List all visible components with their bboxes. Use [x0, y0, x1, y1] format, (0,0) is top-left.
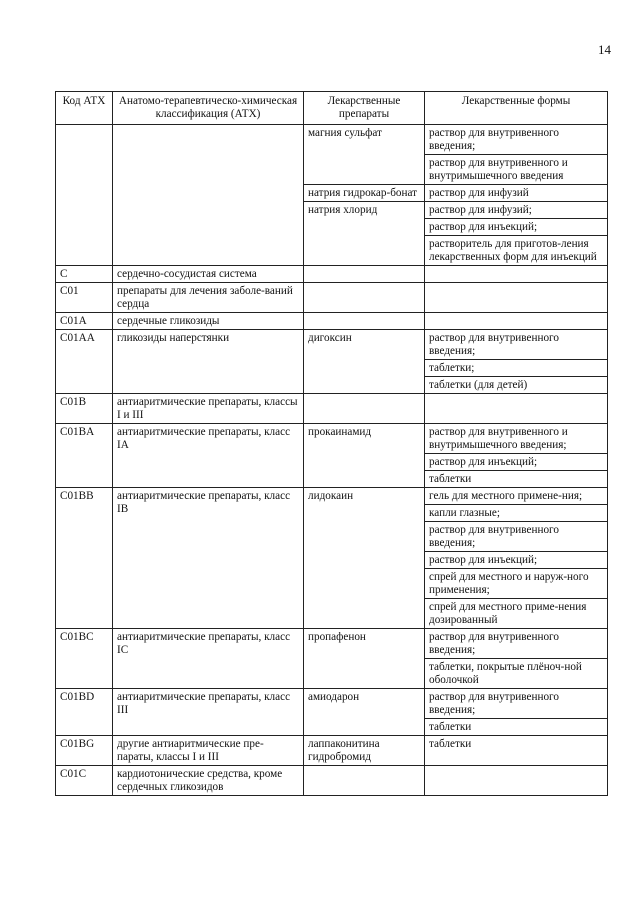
- dosage-form: раствор для внутривенного и внутримышечного введения;: [429, 426, 568, 451]
- drug-name: лаппаконитина гидробромид: [308, 738, 380, 763]
- drug-cell: [304, 689, 425, 736]
- atx-classification-cell: антиаритмические препараты, класс IB: [113, 488, 304, 629]
- table-body: [56, 125, 608, 796]
- forms-cell: [425, 766, 608, 796]
- atx-code-cell: C: [56, 266, 113, 283]
- drug-name: лидокаин: [308, 490, 354, 502]
- table-row: [56, 125, 608, 185]
- drug-cell: [304, 736, 425, 766]
- forms-cell: [425, 488, 608, 629]
- dosage-form: растворитель для приготов-ления лекарственных форм для инъекций: [425, 235, 607, 265]
- header-forms: Лекарственные формы: [425, 92, 608, 125]
- drug-cell: [304, 424, 425, 488]
- dosage-form: раствор для инъекций;: [425, 453, 607, 470]
- table-row: [56, 283, 608, 313]
- forms-cell: [425, 266, 608, 283]
- drug-name: натрия хлорид: [308, 204, 378, 216]
- drug-cell: [304, 185, 425, 202]
- atx-classification-cell: гликозиды наперстянки: [113, 330, 304, 394]
- atx-classification-cell: антиаритмические препараты, класс IA: [113, 424, 304, 488]
- atx-classification-cell: другие антиаритмические пре-параты, классы I и III: [113, 736, 304, 766]
- table-row: [56, 313, 608, 330]
- drug-cell: [304, 266, 425, 283]
- drug-name: натрия гидрокар-бонат: [308, 187, 418, 199]
- forms-cell: [425, 125, 608, 185]
- atx-classification-cell: кардиотонические средства, кроме сердечных гликозидов: [113, 766, 304, 796]
- atx-classification-cell: антиаритмические препараты, классы I и III: [113, 394, 304, 424]
- table-row: [56, 330, 608, 394]
- dosage-form: раствор для внутривенного введения;: [429, 691, 559, 716]
- dosage-form: раствор для инфузий;: [429, 204, 532, 216]
- atx-code-cell: C01B: [56, 394, 113, 424]
- table-row: [56, 488, 608, 629]
- header-atc: Анатомо-терапевтическо-химическая классификация (АТХ): [113, 92, 304, 125]
- table-row: [56, 266, 608, 283]
- dosage-form: таблетки: [429, 738, 472, 750]
- table-row: [56, 766, 608, 796]
- atx-code-cell: C01BB: [56, 488, 113, 629]
- dosage-form: гель для местного примене-ния;: [429, 490, 583, 502]
- dosage-form: таблетки: [425, 470, 607, 487]
- atx-code-cell: C01AA: [56, 330, 113, 394]
- drug-cell: [304, 202, 425, 266]
- forms-cell: [425, 629, 608, 689]
- dosage-form: спрей для местного приме-нения дозированный: [425, 598, 607, 628]
- atx-code-cell: [56, 125, 113, 266]
- atx-table: [55, 91, 608, 796]
- drug-cell: [304, 488, 425, 629]
- drug-name: пропафенон: [308, 631, 366, 643]
- header-drugs: Лекарственные препараты: [304, 92, 425, 125]
- atx-code-cell: C01A: [56, 313, 113, 330]
- atx-code-cell: C01BG: [56, 736, 113, 766]
- atx-code-cell: C01: [56, 283, 113, 313]
- atx-classification-cell: препараты для лечения заболе-ваний сердца: [113, 283, 304, 313]
- dosage-form: раствор для инъекций;: [425, 551, 607, 568]
- dosage-form: раствор для внутривенного введения;: [429, 332, 559, 357]
- table-row: [56, 689, 608, 736]
- drug-name: прокаинамид: [308, 426, 372, 438]
- forms-cell: [425, 424, 608, 488]
- atx-classification-cell: сердечные гликозиды: [113, 313, 304, 330]
- table-row: [56, 424, 608, 488]
- atx-code-cell: C01BD: [56, 689, 113, 736]
- dosage-form: раствор для внутривенного введения;: [429, 127, 559, 152]
- header-code: Код АТХ: [56, 92, 113, 125]
- forms-cell: [425, 330, 608, 394]
- atx-code-cell: C01BC: [56, 629, 113, 689]
- drug-name: амиодарон: [308, 691, 360, 703]
- drug-cell: [304, 313, 425, 330]
- table-row: [56, 629, 608, 689]
- drug-cell: [304, 283, 425, 313]
- atx-code-cell: C01BA: [56, 424, 113, 488]
- atx-classification-cell: сердечно-сосудистая система: [113, 266, 304, 283]
- drug-cell: [304, 330, 425, 394]
- table-header-row: [56, 92, 608, 125]
- atx-code-cell: C01C: [56, 766, 113, 796]
- drug-name: магния сульфат: [308, 127, 382, 139]
- dosage-form: таблетки: [425, 718, 607, 735]
- forms-cell: [425, 202, 608, 266]
- table-row: [56, 394, 608, 424]
- dosage-form: таблетки (для детей): [425, 376, 607, 393]
- forms-cell: [425, 736, 608, 766]
- dosage-form: капли глазные;: [425, 504, 607, 521]
- forms-cell: [425, 313, 608, 330]
- forms-cell: [425, 394, 608, 424]
- dosage-form: раствор для внутривенного введения;: [425, 521, 607, 551]
- drug-cell: [304, 629, 425, 689]
- drug-cell: [304, 394, 425, 424]
- dosage-form: раствор для внутривенного введения;: [429, 631, 559, 656]
- table-row: [56, 736, 608, 766]
- forms-cell: [425, 689, 608, 736]
- dosage-form: таблетки;: [425, 359, 607, 376]
- page-number: 14: [598, 42, 611, 57]
- dosage-form: таблетки, покрытые плёноч-ной оболочкой: [425, 658, 607, 688]
- drug-cell: [304, 125, 425, 185]
- atx-classification-cell: антиаритмические препараты, класс III: [113, 689, 304, 736]
- drug-name: дигоксин: [308, 332, 352, 344]
- dosage-form: раствор для инфузий: [429, 187, 529, 199]
- atx-classification-cell: антиаритмические препараты, класс IC: [113, 629, 304, 689]
- forms-cell: [425, 185, 608, 202]
- dosage-form: спрей для местного и наруж-ного применения;: [425, 568, 607, 598]
- dosage-form: раствор для инъекций;: [425, 218, 607, 235]
- forms-cell: [425, 283, 608, 313]
- atx-classification-cell: [113, 125, 304, 266]
- drug-cell: [304, 766, 425, 796]
- dosage-form: раствор для внутривенного и внутримышечного введения: [425, 154, 607, 184]
